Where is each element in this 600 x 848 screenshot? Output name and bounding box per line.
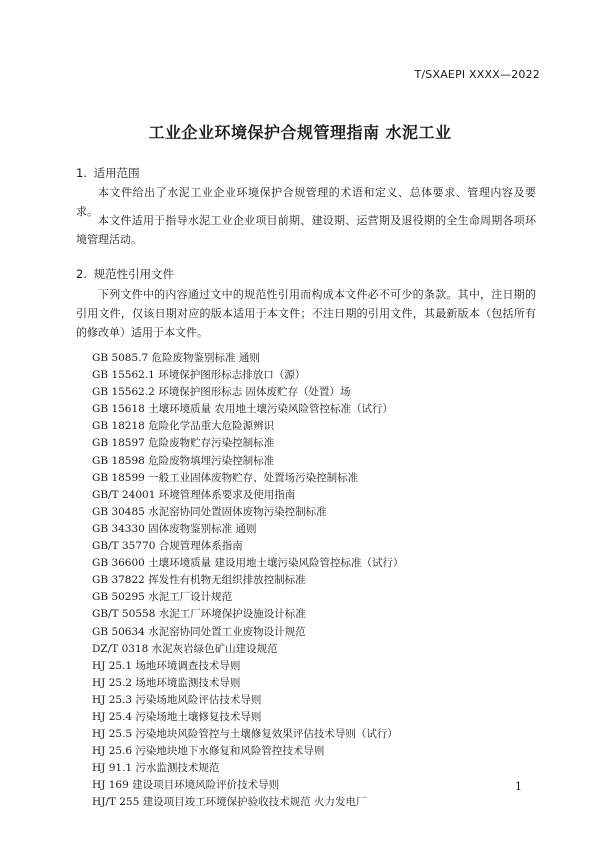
section-heading-normative-references [76,266,174,282]
list-item: GB 50295 水泥工厂设计规范 [92,591,233,604]
list-item: HJ/T 255 建设项目竣工环境保护验收技术规范 火力发电厂 [92,796,367,809]
list-item: HJ 91.1 污水监测技术规范 [92,762,220,775]
list-item: HJ 25.3 污染场地风险评估技术导则 [92,693,262,706]
section-title: 适用范围 [93,166,140,180]
list-item: GB 18597 危险废物贮存污染控制标准 [92,437,275,450]
list-item: HJ 169 建设项目环境风险评价技术导则 [92,779,280,792]
list-item: GB 15562.1 环境保护图形标志排放口（源） [92,369,306,382]
list-item: GB 34330 固体废物鉴别标准 通则 [92,522,257,535]
reference-list [92,350,404,812]
paragraph: 本文件给出了水泥工业企业环境保护合规管理的术语和定义、总体要求、管理内容及要求。 [76,186,536,218]
list-item: HJ 25.6 污染地块地下水修复和风险管控技术导则 [92,745,325,758]
list-item: HJ 25.5 污染地块风险管控与土壤修复效果评估技术导则（试行） [92,728,398,741]
list-item: GB 5085.7 危险废物鉴别标准 通则 [92,352,260,364]
section-title: 规范性引用文件 [93,267,175,281]
section-heading-scope [76,165,140,181]
list-item: GB 18599 一般工业固体废物贮存、处置场污染控制标准 [92,471,359,484]
list-item: HJ 25.2 场地环境监测技术导则 [92,676,241,689]
list-item: GB 15618 土壤环境质量 农用地土壤污染风险管控标准（试行） [92,403,394,416]
list-item: GB/T 24001 环境管理体系要求及使用指南 [92,488,296,501]
list-item: GB/T 35770 合规管理体系指南 [92,540,243,553]
list-item: GB/T 50558 水泥工厂环境保护设施设计标准 [92,608,306,621]
list-item: GB 18218 危险化学品重大危险源辨识 [92,420,275,433]
list-item: GB 30485 水泥窑协同处置固体废物污染控制标准 [92,505,327,518]
list-item: GB 15562.2 环境保护图形标志 固体废贮存（处置）场 [92,386,351,399]
list-item: DZ/T 0318 水泥灰岩绿色矿山建设规范 [92,642,278,655]
list-item: GB 18598 危险废物填埋污染控制标准 [92,454,275,467]
standard-code: T/SXAEPI XXXX—2022 [414,68,540,81]
section-number: 1. [76,166,87,180]
section-number: 2. [76,267,87,281]
paragraph: 本文件适用于指导水泥工业企业项目前期、建设期、运营期及退役期的全生命周期各项环境管理活动。 [76,214,536,246]
list-item: GB 50634 水泥窑协同处置工业废物设计规范 [92,625,306,638]
paragraph: 下列文件中的内容通过文中的规范性引用而构成本文件必不可少的条款。其中，注日期的引用文件，仅该日期对应的版本适用于本文件；不注日期的引用文件，其最新版本（包括所有的修改单）适用于本文件。 [76,288,536,339]
page-number: 1 [515,780,522,793]
list-item: HJ 25.4 污染场地土壤修复技术导则 [92,710,262,723]
list-item: HJ 25.1 场地环境调查技术导则 [92,659,241,672]
list-item: GB 36600 土壤环境质量 建设用地土壤污染风险管控标准（试行） [92,557,404,570]
list-item: GB 37822 挥发性有机物无组织排放控制标准 [92,574,306,587]
document-title: 工业企业环境保护合规管理指南 水泥工业 [148,123,452,142]
